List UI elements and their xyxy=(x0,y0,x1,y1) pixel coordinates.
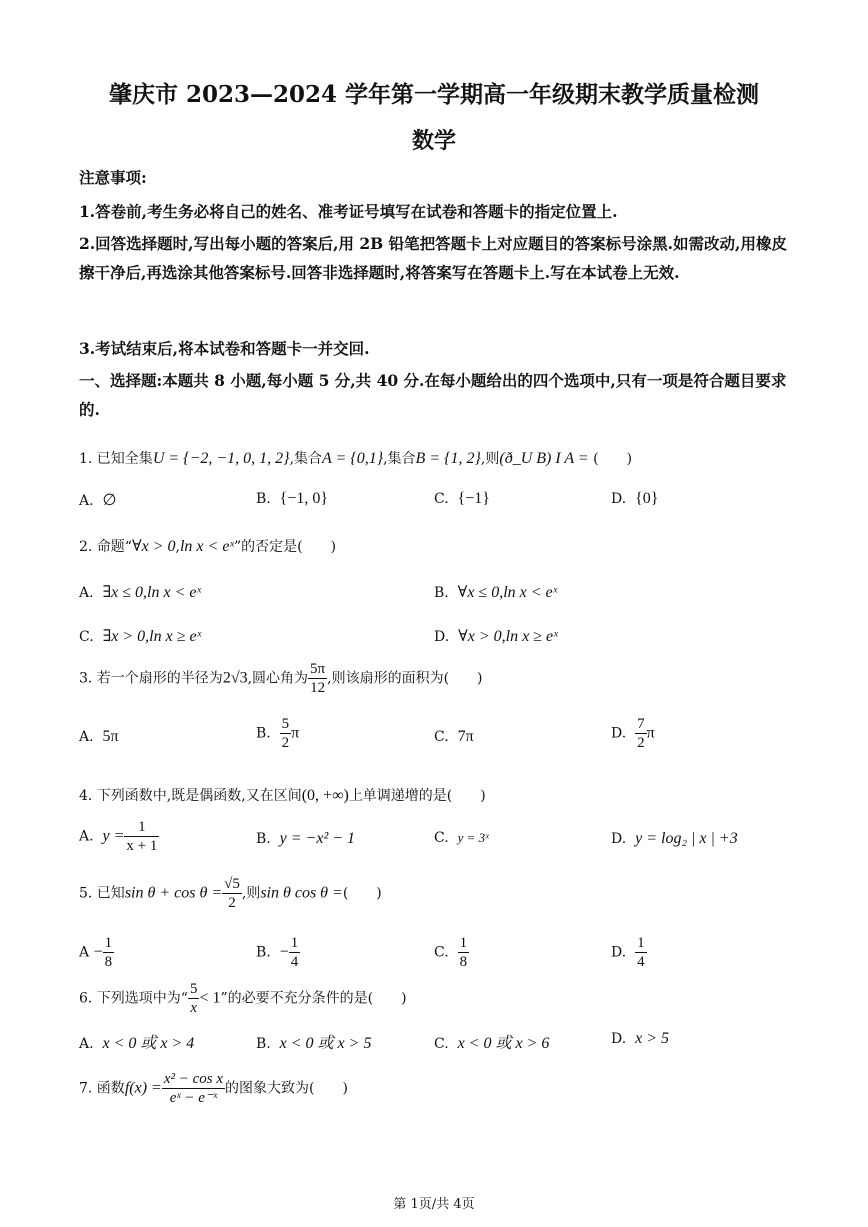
q5-option-a: A − $\frac{1}{8}$ xyxy=(79,935,113,970)
q1-option-c: C. {−1} xyxy=(434,490,490,507)
question-4: 4. 下列函数中,既是偶函数,又在区间(0, +∞)上单调递增的是( ) xyxy=(79,787,486,804)
q6-option-a: A. x < 0 或 x > 4 xyxy=(79,1035,195,1052)
q5-option-b: B. − $\frac{1}{4}$ xyxy=(256,935,299,970)
q4-option-b: B. y = −x² − 1 xyxy=(256,830,356,847)
q6-option-b: B. x < 0 或 x > 5 xyxy=(256,1035,372,1052)
q1-stem-c: ,集合 xyxy=(383,451,416,467)
q3-option-c: C. 7π xyxy=(434,728,474,745)
q6-option-d: D. x > 5 xyxy=(611,1030,669,1047)
q1-stem-b: ,集合 xyxy=(289,451,323,467)
question-3: 3. 若一个扇形的半径为2√3,圆心角为 $\frac{5\pi}{12}$ ,则该扇形的面积为( ) xyxy=(79,661,483,696)
q5-fraction: $\frac{√5}{2}$ xyxy=(224,876,240,911)
q1-paren: ( ) xyxy=(593,451,633,467)
q5-option-d: D. $\frac{1}{4}$ xyxy=(611,935,645,970)
q3-option-b: B. $\frac{5}{2}$ π xyxy=(256,716,300,751)
question-7: 7. 函数f(x) = $\frac{\text{x² − cos x}}{\text{eˣ − e⁻ˣ}}$ 的图象大致为( ) xyxy=(79,1071,348,1106)
q1-set-u: U = {−2, −1, 0, 1, 2} xyxy=(152,450,290,467)
q1-option-b: B. {−1, 0} xyxy=(256,490,329,507)
note-3: 3.考试结束后,将本试卷和答题卡一并交回. xyxy=(79,339,370,358)
q6-fraction: $\frac{5}{x}$ xyxy=(189,981,198,1016)
question-1 xyxy=(79,448,632,468)
q5-option-c: C. $\frac{1}{8}$ xyxy=(434,935,468,970)
q2-option-d: D. ∀x > 0,ln x ≥ eˣ xyxy=(434,628,558,645)
q1-set-b: B = {1, 2} xyxy=(415,450,481,467)
question-6: 6. 下列选项中为“ $\frac{5}{x}$ < 1”的必要不充分条件的是( ) xyxy=(79,981,407,1016)
note-1: 1.答卷前,考生务必将自己的姓名、准考证号填写在试卷和答题卡的指定位置上. xyxy=(79,202,618,221)
page-footer: 第 1页/共 4页 xyxy=(393,1197,475,1212)
q1-stem-a: 1. 已知全集 xyxy=(79,451,153,467)
q2-option-c: C. ∃x > 0,ln x ≥ eˣ xyxy=(79,628,202,645)
q1-option-a: A. ∅ xyxy=(79,492,117,509)
q7-fraction: $\frac{\text{x² − cos x}}{\text{eˣ − e⁻ˣ}}$ xyxy=(163,1071,223,1106)
subject-title: 数学 xyxy=(411,128,456,154)
q1-expr: (ð_U B) I A = xyxy=(499,450,589,467)
q3-option-d: D. $\frac{7}{2}$ π xyxy=(611,716,655,751)
q4-option-a: A. y = $\frac{1}{x + 1}$ xyxy=(79,819,158,854)
q2-option-a: A. ∃x ≤ 0,ln x < eˣ xyxy=(79,584,201,601)
q1-stem-d: ,则 xyxy=(480,451,500,467)
q4-option-c: C. y = 3ˣ xyxy=(434,830,489,846)
section-1-heading: 一、选择题:本题共 8 小题,每小题 5 分,共 40 分.在每小题给出的四个选项中,只有一项是符合题目要求的. xyxy=(79,371,787,419)
question-2: 2. 命题“∀x > 0,ln x < eˣ”的否定是( ) xyxy=(79,538,337,555)
q6-option-c: C. x < 0 或 x > 6 xyxy=(434,1035,550,1052)
q3-angle-fraction: $\frac{5\pi}{12}$ xyxy=(310,661,326,696)
q1-option-d: D. {0} xyxy=(611,490,659,507)
q4-option-d: D. y = log₂ | x | +3 xyxy=(611,830,738,847)
exam-title: 肇庆市 2023—2024 学年第一学期高一年级期末教学质量检测 xyxy=(108,81,760,108)
q2-option-b: B. ∀x ≤ 0,ln x < eˣ xyxy=(434,584,558,601)
question-5: 5. 已知sin θ + cos θ = $\frac{√5}{2}$ ,则sin θ cos θ =( ) xyxy=(79,876,382,911)
q1-set-a: A = {0,1} xyxy=(322,450,384,467)
notes-heading: 注意事项: xyxy=(79,168,147,187)
q3-option-a: A. 5π xyxy=(79,728,119,745)
note-2: 2.回答选择题时,写出每小题的答案后,用 2B 铅笔把答题卡上对应题目的答案标号涂黑.如需改动,用橡皮擦干净后,再选涂其他答案标号.回答非选择题时,将答案写在答题卡上.写在本试卷上无效. xyxy=(79,234,787,282)
